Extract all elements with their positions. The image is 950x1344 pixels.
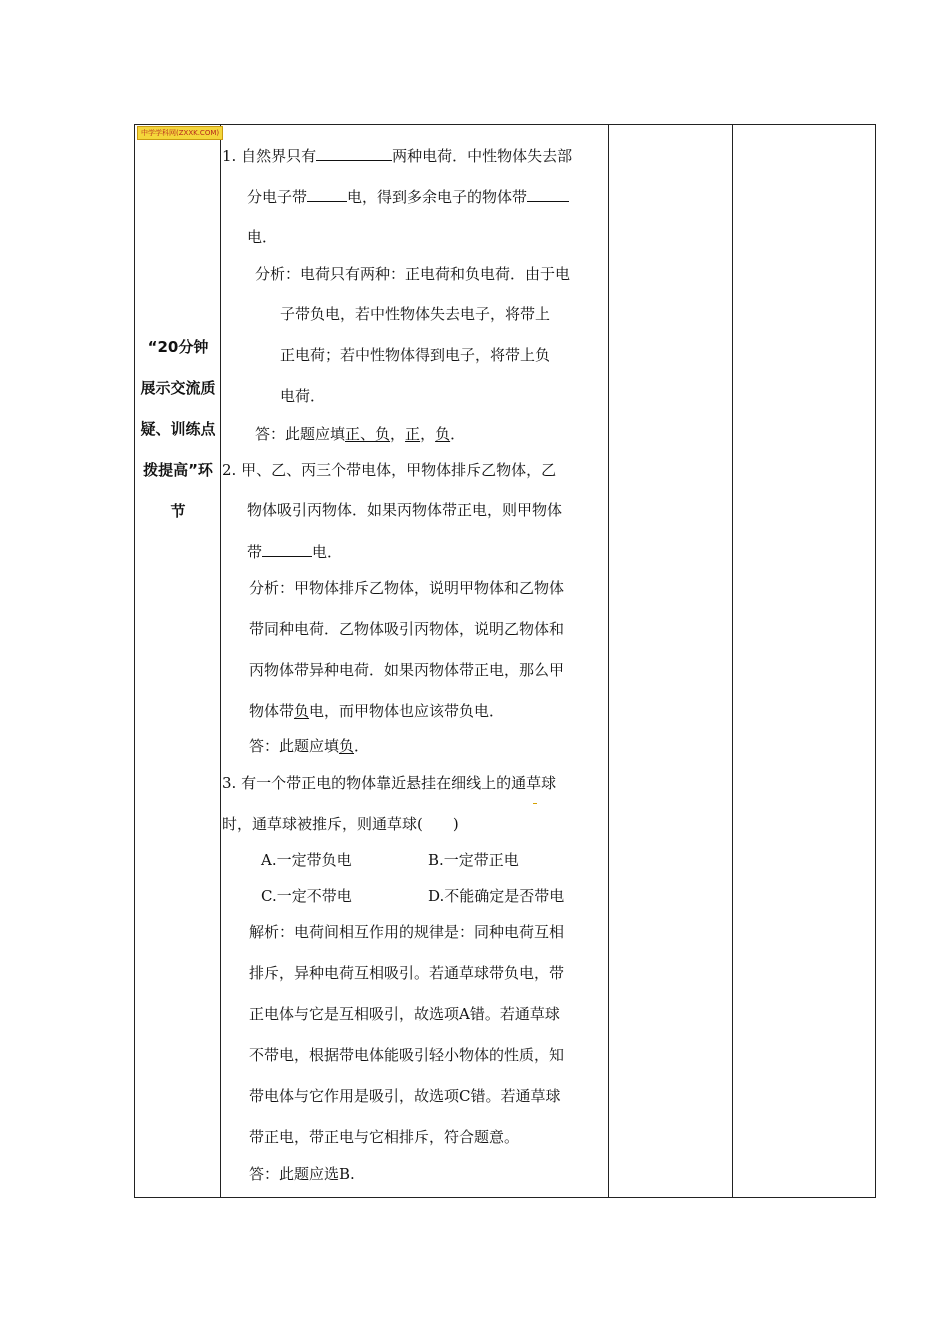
q2-analysis-2: 带同种电荷．乙物体吸引丙物体，说明乙物体和 <box>249 620 565 638</box>
q3-line-1: 3. 有一个带正电的物体靠近悬挂在细线上的通草球 <box>222 774 557 792</box>
q3-option-c[interactable]: C.一定不带电 <box>261 887 352 905</box>
column-divider <box>220 125 221 1197</box>
fill-blank[interactable] <box>527 186 569 202</box>
q1-analysis-3: 正电荷；若中性物体得到电子，将带上负 <box>280 346 551 364</box>
stray-mark <box>533 803 537 804</box>
q2-line-1: 2. 甲、乙、丙三个带电体，甲物体排斥乙物体，乙 <box>222 461 557 479</box>
column-divider <box>732 125 733 1197</box>
q1-analysis-1: 分析：电荷只有两种：正电荷和负电荷．由于电 <box>255 265 571 283</box>
column-divider <box>608 125 609 1197</box>
q1-line-1: 1. 自然界只有 两种电荷．中性物体失去部 <box>222 147 573 165</box>
q2-analysis-1: 分析：甲物体排斥乙物体，说明甲物体和乙物体 <box>249 579 565 597</box>
q1-line-2: 分电子带 电，得到多余电子的物体带 <box>247 186 569 207</box>
q3-option-a[interactable]: A.一定带负电 <box>261 851 352 869</box>
q3-answer: 答：此题应选B. <box>249 1165 355 1183</box>
q3-option-b[interactable]: B.一定带正电 <box>428 851 519 869</box>
q2-line-2: 物体吸引丙物体．如果丙物体带正电，则甲物体 <box>247 501 563 519</box>
q3-explain-6: 带正电，带正电与它相排斥，符合题意。 <box>249 1128 520 1146</box>
q3-option-d[interactable]: D.不能确定是否带电 <box>428 887 565 905</box>
section-label: “20分钟 展示交流质 疑、训练点 拨提高”环 节 <box>140 338 216 520</box>
q2-answer: 答：此题应填负． <box>249 737 370 755</box>
fill-blank[interactable] <box>262 541 312 557</box>
q3-explain-2: 排斥，异种电荷互相吸引。若通草球带负电，带 <box>249 964 565 982</box>
q3-explain-1: 解析：电荷间相互作用的规律是：同种电荷互相 <box>249 923 565 941</box>
site-logo: 中学学科网(ZXXK.COM) <box>137 126 223 140</box>
q1-answer: 答：此题应填正、负，正，负． <box>255 425 466 443</box>
q1-line-3: 电． <box>247 228 278 246</box>
q1-analysis-4: 电荷． <box>280 387 326 405</box>
fill-blank[interactable] <box>307 186 347 202</box>
q3-explain-3: 正电体与它是互相吸引，故选项A错。若通草球 <box>249 1005 560 1023</box>
q1-analysis-2: 子带负电，若中性物体失去电子，将带上 <box>280 305 551 323</box>
q3-line-2: 时，通草球被推斥，则通草球( ) <box>222 815 459 833</box>
q3-explain-5: 带电体与它作用是吸引，故选项C错。若通草球 <box>249 1087 561 1105</box>
q3-explain-4: 不带电，根据带电体能吸引轻小物体的性质，知 <box>249 1046 565 1064</box>
q2-analysis-3: 丙物体带异种电荷．如果丙物体带正电，那么甲 <box>249 661 565 679</box>
q2-analysis-4: 物体带负电，而甲物体也应该带负电． <box>249 702 505 720</box>
fill-blank[interactable] <box>316 145 392 161</box>
q2-line-3: 带 电． <box>247 543 343 561</box>
